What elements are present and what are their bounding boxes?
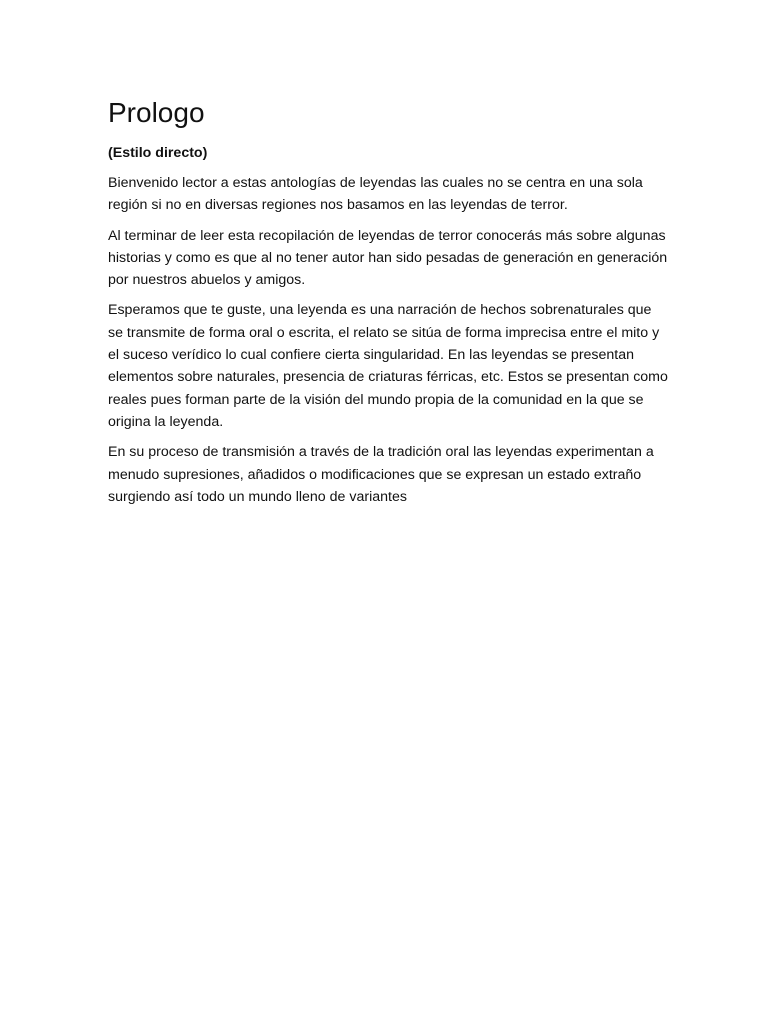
paragraph-reading: Al terminar de leer esta recopilación de leyendas de terror conocerás más sobre algunas historias y como es que al no tener autor han sido pesadas de generación en generación por nuestros abuelos y amigos. bbox=[108, 227, 668, 289]
paragraph-welcome: Bienvenido lector a estas antologías de leyendas las cuales no se centra en una sola región si no en diversas regiones nos basamos en las leyendas de terror. bbox=[108, 175, 643, 214]
paragraph-definition: Esperamos que te guste, una leyenda es una narración de hechos sobrenaturales que se transmite de forma oral o escrita, el relato se sitúa de forma imprecisa entre el mito y el suceso verídico lo cual confiere cierta singularidad. En las leyendas se presentan elementos sobre naturales, presencia de criaturas férricas, etc. Estos se presentan como reales pues forman parte de la visión del mundo propia de la comunidad en la que se origina la leyenda. bbox=[108, 302, 668, 430]
document-subtitle: (Estilo directo) bbox=[108, 145, 208, 161]
document-page bbox=[108, 92, 668, 516]
document-title: Prologo bbox=[108, 97, 205, 128]
paragraph-transmission: En su proceso de transmisión a través de la tradición oral las leyendas experimentan a menudo supresiones, añadidos o modificaciones que se expresan un estado extraño surgiendo así todo un mundo lleno de variantes bbox=[108, 444, 654, 505]
